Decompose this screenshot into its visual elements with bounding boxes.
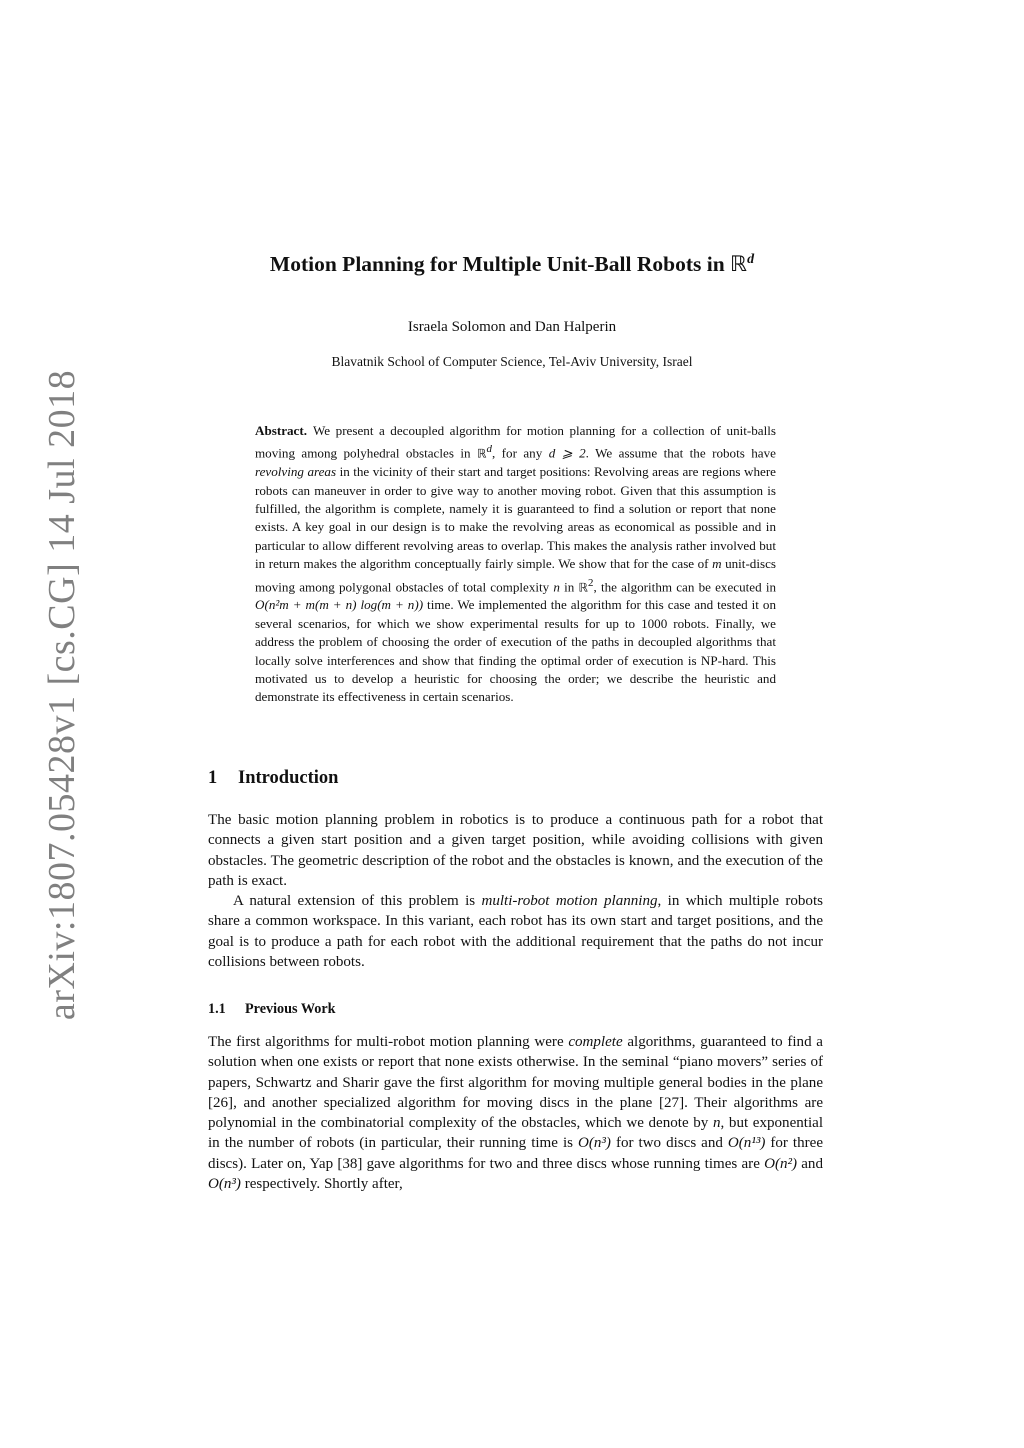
subsection-title: Previous Work xyxy=(245,1001,336,1017)
math-inline: d ⩾ 2 xyxy=(548,445,586,461)
abstract-text: We present a decoupled algorithm for motion planning for a collection of unit-balls moving among polyhedral obstacles in xyxy=(255,423,776,461)
paragraph: The basic motion planning problem in robotics is to produce a continuous path for a robot that connects a given start position and a given target position, while avoiding collisions with given obstacles. The geometric description of the robot and the obstacles is known, and the execution of the path is exact. xyxy=(208,812,823,889)
introduction-body xyxy=(208,810,823,972)
subsection-heading xyxy=(208,1001,336,1018)
abstract-text: , for any xyxy=(491,445,549,461)
section-heading xyxy=(208,768,338,789)
authors: Israela Solomon and Dan Halperin xyxy=(407,319,617,335)
abstract-label: Abstract. xyxy=(255,423,307,438)
paragraph-emphasis: multi-robot motion planning xyxy=(481,893,658,910)
section-title: Introduction xyxy=(238,768,339,788)
abstract-emphasis: revolving areas xyxy=(255,464,337,480)
subsection-number: 1.1 xyxy=(208,1001,226,1017)
math-inline: m xyxy=(712,556,722,572)
paragraph xyxy=(208,891,823,972)
previous-work-body xyxy=(208,1032,823,1194)
abstract xyxy=(255,422,776,707)
math-inline: O(n²) xyxy=(764,1155,798,1172)
paragraph-text: A natural extension of this problem is xyxy=(233,893,482,910)
math-inline: O(n³) xyxy=(578,1135,611,1152)
title-math-superscript: d xyxy=(747,252,755,267)
paragraph xyxy=(208,1032,823,1194)
math-inline: O(n²m + m(m + n) log(m + n)) xyxy=(255,597,424,613)
title-math-symbol: ℝ xyxy=(730,252,748,278)
math-superscript: 2 xyxy=(588,576,594,589)
paragraph-emphasis: complete xyxy=(568,1034,623,1050)
paragraph-text: , but exponential in the number of robots (in particular, their running time is xyxy=(208,1115,823,1152)
math-inline: O(n¹³) xyxy=(727,1135,766,1152)
paragraph-text: , in which multiple robots share a common workspace. In this variant, each robot has its own start and target positions, and the goal is to produce a path for each robot with the additional requirement that the paths do not incur collisions between robots. xyxy=(208,893,823,971)
abstract-text: unit-discs moving among polygonal obstacles of total complexity xyxy=(255,556,776,594)
math-inline: O(n³) xyxy=(208,1176,241,1193)
paragraph-text: and xyxy=(797,1155,823,1172)
abstract-text: in xyxy=(559,578,579,594)
paper-title xyxy=(0,252,1024,277)
math-inline: n xyxy=(712,1115,721,1132)
title-text: Motion Planning for Multiple Unit-Ball Robots in xyxy=(269,252,725,277)
paragraph-text: The first algorithms for multi-robot motion planning were xyxy=(208,1034,569,1050)
math-real-space: ℝ xyxy=(476,446,487,461)
paragraph-text: respectively. Shortly after, xyxy=(240,1176,403,1193)
math-inline: n xyxy=(553,578,560,594)
abstract-text: time. We implemented the algorithm for this case and tested it on several scenarios, for which we show experimental results for up to 1000 robots. Finally, we address the problem of choosing the order of execution of the paths in decoupled algorithms that locally solve interferences and show that finding the optimal order of execution is NP-hard. This motivated us to develop a heuristic for choosing the order; we describe the heuristic and demonstrate its effectiveness in certain scenarios. xyxy=(255,597,776,705)
arxiv-identifier-stamp: arXiv:1807.05428v1 [cs.CG] 14 Jul 2018 xyxy=(41,369,83,1021)
affiliation: Blavatnik School of Computer Science, Tel-Aviv University, Israel xyxy=(331,354,693,369)
abstract-text: , the algorithm can be executed in xyxy=(593,578,777,594)
paragraph-text: for three discs). Later on, Yap [38] gave algorithms for two and three discs whose running times are xyxy=(208,1135,823,1172)
paragraph-text: algorithms, guaranteed to find a solution when one exists or report that none exists otherwise. In the seminal “piano movers” series of papers, Schwartz and Sharir gave the first algorithm for moving multiple general bodies in the plane [26], and another specialized algorithm for moving discs in the plane [27]. Their algorithms are polynomial in the combinatorial complexity of the obstacles, which we denote by xyxy=(208,1034,823,1132)
math-superscript: d xyxy=(486,443,492,456)
abstract-text: in the vicinity of their start and target positions: Revolving areas are regions where robots can maneuver in order to give way to another moving robot. Given that this assumption is fulfilled, the algorithm is complete, namely it is guaranteed to find a solution or report that none exists. A key goal in our design is to make the revolving areas as economical as possible and in particular to allow different revolving areas to overlap. This makes the analysis rather involved but in return makes the algorithm conceptually fairly simple. We show that for the case of xyxy=(255,464,776,572)
math-real-space: ℝ xyxy=(578,579,589,594)
paragraph-text: for two discs and xyxy=(610,1135,728,1152)
section-number: 1 xyxy=(208,768,218,788)
abstract-text: . We assume that the robots have xyxy=(585,445,776,461)
